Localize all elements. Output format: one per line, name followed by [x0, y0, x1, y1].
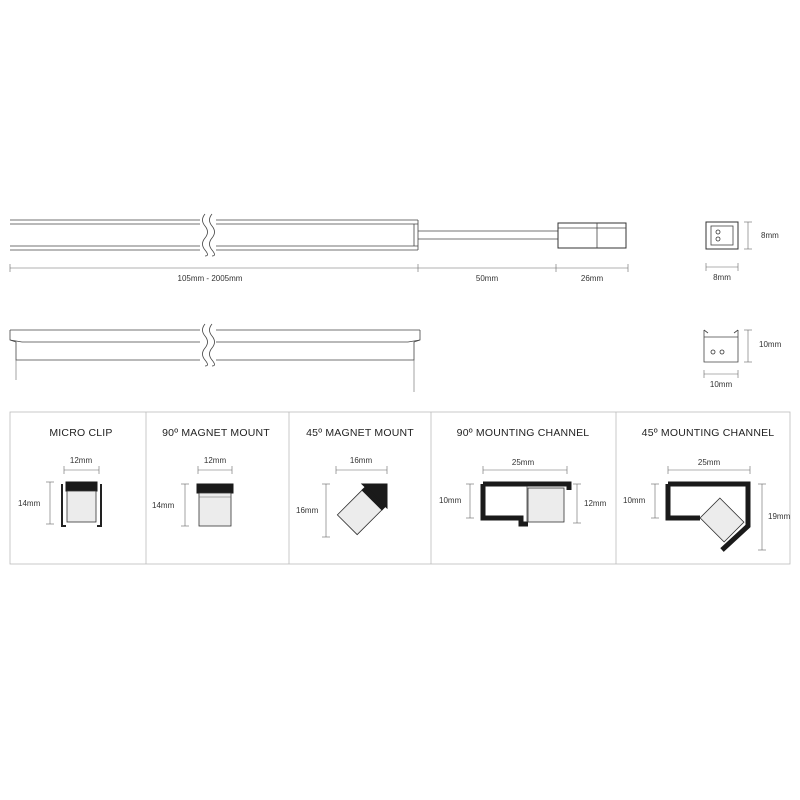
- mount-45-channel: [623, 427, 791, 550]
- mount-title-45-magnet: 45º MAGNET MOUNT: [306, 427, 414, 439]
- channel-90-width-label: 25mm: [511, 458, 535, 467]
- mount-micro-clip: [18, 427, 113, 526]
- mount-title-90-channel: 90º MOUNTING CHANNEL: [456, 427, 590, 439]
- channel-45-left-height-label: 10mm: [623, 496, 646, 505]
- micro-clip-width-label: 12mm: [69, 456, 93, 465]
- side-end-height-label: 10mm: [759, 340, 782, 349]
- magnet-45-width-label: 16mm: [349, 456, 373, 465]
- magnet-90-width-label: 12mm: [203, 456, 227, 465]
- top-dimension-line: [10, 264, 628, 283]
- channel-90-right-height-label: 12mm: [584, 499, 607, 508]
- mount-90-channel: [439, 427, 607, 524]
- micro-clip-height-label: 14mm: [18, 499, 41, 508]
- side-view-strip: [10, 324, 420, 392]
- connector-length-label: 26mm: [580, 274, 604, 283]
- mount-90-magnet: [152, 427, 270, 526]
- top-view-strip: [10, 214, 626, 256]
- mount-45-magnet: [296, 427, 414, 537]
- magnet-45-height-label: 16mm: [296, 506, 319, 515]
- magnet-90-height-label: 14mm: [152, 501, 175, 510]
- end-height-label: 8mm: [761, 231, 779, 240]
- channel-45-right-height-label: 19mm: [768, 512, 791, 521]
- top-end-view: [706, 222, 779, 282]
- mount-title-micro-clip: MICRO CLIP: [49, 427, 113, 439]
- length-label: 105mm - 2005mm: [177, 274, 243, 283]
- end-width-label: 8mm: [713, 273, 731, 282]
- channel-90-left-height-label: 10mm: [439, 496, 462, 505]
- cable-length-label: 50mm: [475, 274, 499, 283]
- side-end-view: [704, 330, 782, 389]
- mount-title-90-magnet: 90º MAGNET MOUNT: [162, 427, 270, 439]
- channel-45-width-label: 25mm: [697, 458, 721, 467]
- side-end-width-label: 10mm: [709, 380, 733, 389]
- mount-title-45-channel: 45º MOUNTING CHANNEL: [641, 427, 775, 439]
